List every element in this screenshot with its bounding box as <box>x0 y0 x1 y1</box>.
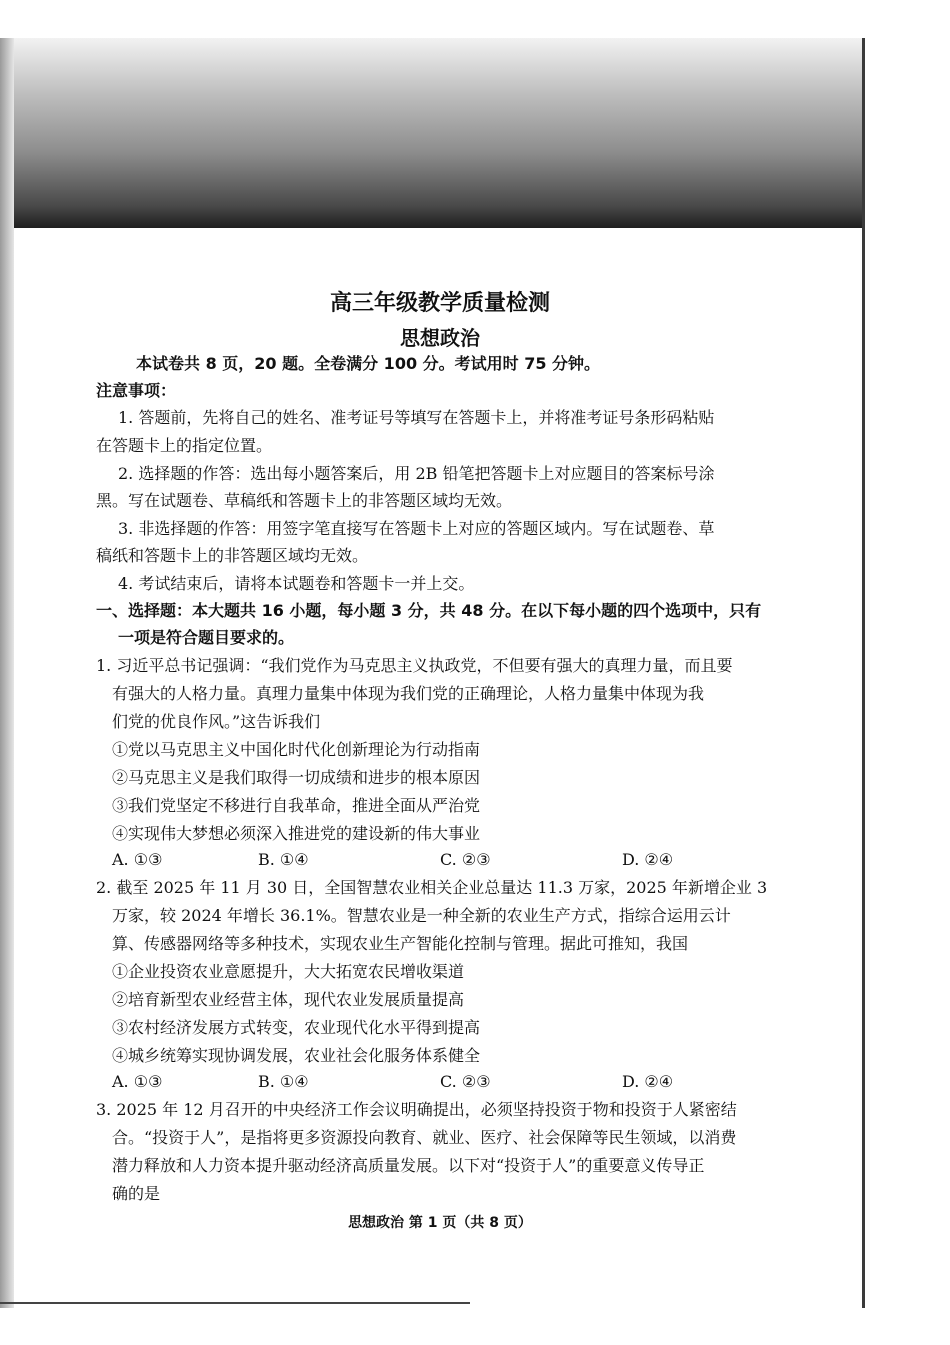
page-footer: 思想政治 第 1 页（共 8 页） <box>348 1215 532 1231</box>
q1-option-d: D. ②④ <box>622 850 674 869</box>
q2-stem-1: 2. 截至 2025 年 11 月 30 日，全国智慧农业相关企业总量达 11.3 万家，2025 年新增企业 3 <box>96 878 768 897</box>
exam-subject: 思想政治 <box>400 326 480 350</box>
q3-stem-3: 潜力释放和人力资本提升驱动经济高质量发展。以下对“投资于人”的重要意义传导正 <box>112 1156 705 1175</box>
q1-statement-3: ③我们党坚定不移进行自我革命，推进全面从严治党 <box>112 796 481 815</box>
q1-option-a: A. ①③ <box>112 850 163 869</box>
notice-heading: 注意事项： <box>96 381 177 400</box>
q2-statement-1: ①企业投资农业意愿提升，大大拓宽农民增收渠道 <box>112 962 465 981</box>
q3-stem-2: 合。“投资于人”，是指将更多资源投向教育、就业、医疗、社会保障等民生领域，以消费 <box>112 1128 737 1147</box>
q2-stem-3: 算、传感器网络等多种技术，实现农业生产智能化控制与管理。据此可推知，我国 <box>112 934 689 953</box>
q1-statement-1: ①党以马克思主义中国化时代化创新理论为行动指南 <box>112 740 481 759</box>
q1-stem-1: 1. 习近平总书记强调：“我们党作为马克思主义执政党，不但要有强大的真理力量，而且要 <box>96 656 733 675</box>
q1-option-c: C. ②③ <box>440 850 491 869</box>
notice-item-1a: 1. 答题前，先将自己的姓名、准考证号等填写在答题卡上，并将准考证号条形码粘贴 <box>118 408 715 427</box>
notice-item-1b: 在答题卡上的指定位置。 <box>96 436 273 455</box>
q2-option-c: C. ②③ <box>440 1072 491 1091</box>
q1-statement-2: ②马克思主义是我们取得一切成绩和进步的根本原因 <box>112 768 481 787</box>
q1-stem-3: 们党的优良作风。”这告诉我们 <box>112 712 321 731</box>
notice-item-4: 4. 考试结束后，请将本试题卷和答题卡一并上交。 <box>118 574 475 593</box>
section1-heading-cont: 一项是符合题目要求的。 <box>118 628 295 647</box>
q2-statement-3: ③农村经济发展方式转变，农业现代化水平得到提高 <box>112 1018 481 1037</box>
q2-statement-2: ②培育新型农业经营主体，现代农业发展质量提高 <box>112 990 465 1009</box>
notice-item-2a: 2. 选择题的作答：选出每小题答案后，用 2B 铅笔把答题卡上对应题目的答案标号涂 <box>118 464 715 483</box>
q1-statement-4: ④实现伟大梦想必须深入推进党的建设新的伟大事业 <box>112 824 481 843</box>
q2-option-d: D. ②④ <box>622 1072 674 1091</box>
q3-stem-4: 确的是 <box>112 1184 161 1203</box>
q2-stem-2: 万家，较 2024 年增长 36.1%。智慧农业是一种全新的农业生产方式，指综合运用云计 <box>112 906 731 925</box>
notice-item-3a: 3. 非选择题的作答：用签字笔直接写在答题卡上对应的答题区域内。写在试题卷、草 <box>118 519 715 538</box>
notice-item-3b: 稿纸和答题卡上的非答题区域均无效。 <box>96 546 369 565</box>
q2-statement-4: ④城乡统筹实现协调发展，农业社会化服务体系健全 <box>112 1046 481 1065</box>
notice-item-2b: 黑。写在试题卷、草稿纸和答题卡上的非答题区域均无效。 <box>96 491 513 510</box>
q2-option-b: B. ①④ <box>258 1072 309 1091</box>
q1-option-b: B. ①④ <box>258 850 309 869</box>
q3-stem-1: 3. 2025 年 12 月召开的中央经济工作会议明确提出，必须坚持投资于物和投资于人紧密结 <box>96 1100 737 1119</box>
q1-stem-2: 有强大的人格力量。真理力量集中体现为我们党的正确理论，人格力量集中体现为我 <box>112 684 705 703</box>
q2-option-a: A. ①③ <box>112 1072 163 1091</box>
exam-intro: 本试卷共 8 页，20 题。全卷满分 100 分。考试用时 75 分钟。 <box>136 354 601 373</box>
exam-title: 高三年级教学质量检测 <box>329 291 550 316</box>
section1-heading: 一、选择题：本大题共 16 小题，每小题 3 分，共 48 分。在以下每小题的四个选项中，只有 <box>96 601 762 620</box>
